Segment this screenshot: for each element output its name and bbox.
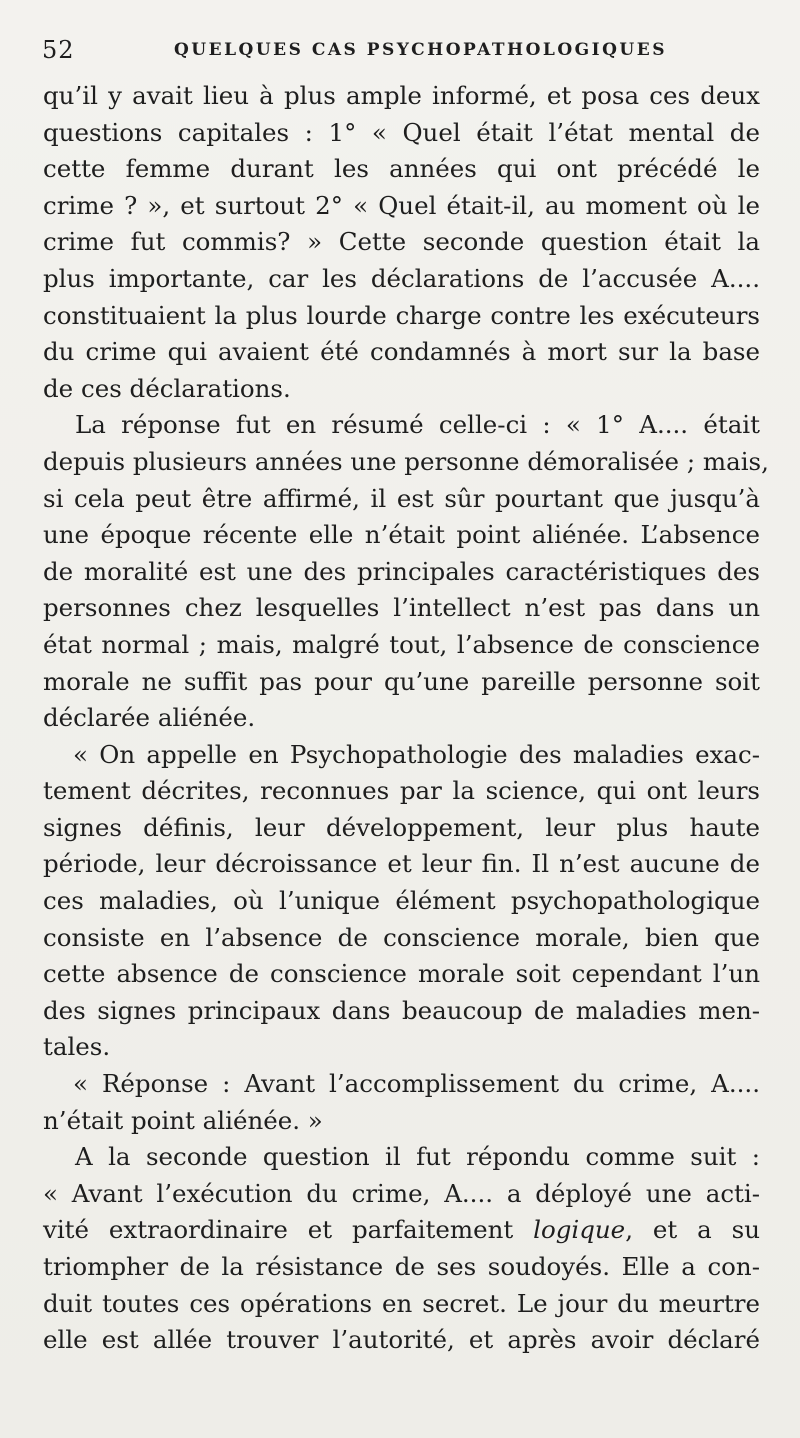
text-line: vité extraordinaire et parfaitement logique, et a su <box>43 1215 760 1245</box>
text-line: n’était point aliénée. » <box>43 1105 323 1135</box>
text-line: A la seconde question il fut répondu comme suit : <box>75 1142 760 1172</box>
page-header <box>42 36 762 76</box>
text-line: état normal ; mais, malgré tout, l’absence de conscience <box>43 629 760 659</box>
text-line: cette femme durant les années qui ont précédé le <box>43 154 760 184</box>
text-line: plus importante, car les déclarations de l’accusée A.... <box>43 263 760 293</box>
text-line: « Avant l’exécution du crime, A.... a déployé une acti- <box>43 1178 760 1208</box>
text-line: du crime qui avaient été condamnés à mort sur la base <box>43 337 760 367</box>
text-line: de ces déclarations. <box>43 373 291 403</box>
text-line: crime ? », et surtout 2° « Quel était-il, au moment où le <box>43 190 760 220</box>
body-text <box>43 78 769 1359</box>
text-line: triompher de la résistance de ses soudoyés. Elle a con- <box>43 1252 760 1281</box>
text-line: La réponse fut en résumé celle-ci : « 1° A.... était <box>75 410 760 440</box>
text-line: « On appelle en Psychopathologie des maladies exac- <box>73 739 760 769</box>
text-line: de moralité est une des principales caractéristiques des <box>43 556 760 586</box>
text-line: elle est allée trouver l’autorité, et après avoir déclaré <box>43 1325 760 1355</box>
text-line: si cela peut être affirmé, il est sûr pourtant que jusqu’à <box>43 483 760 513</box>
text-line: signes définis, leur développement, leur plus haute <box>43 812 760 842</box>
text-line: crime fut commis? » Cette seconde question était la <box>43 227 760 257</box>
text-line: duit toutes ces opérations en secret. Le jour du meurtre <box>43 1288 760 1318</box>
text-line: tales. <box>43 1032 111 1062</box>
text-line: tement décrites, reconnues par la science, qui ont leurs <box>43 776 760 806</box>
text-line: déclarée aliénée. <box>43 703 256 733</box>
text-line: consiste en l’absence de conscience morale, bien que <box>43 922 760 952</box>
text-line: une époque récente elle n’était point aliénée. L’absence <box>43 520 760 550</box>
running-head: QUELQUES CAS PSYCHOPATHOLOGIQUES <box>174 40 667 60</box>
text-line: morale ne suffit pas pour qu’une pareille personne soit <box>43 666 760 696</box>
page-number: 52 <box>42 36 75 64</box>
text-line: des signes principaux dans beaucoup de maladies men- <box>43 995 760 1025</box>
italic-word: logique <box>533 1215 626 1245</box>
text-line: période, leur décroissance et leur fin. Il n’est aucune de <box>43 849 760 879</box>
text-line: constituaient la plus lourde charge contre les exécuteurs <box>43 300 760 330</box>
text-line: depuis plusieurs années une personne démoralisée ; mais, <box>43 446 769 476</box>
text-line: ces maladies, où l’unique élément psychopathologique <box>43 886 760 916</box>
text-line: personnes chez lesquelles l’intellect n’est pas dans un <box>43 593 760 623</box>
text-line: cette absence de conscience morale soit cependant l’un <box>43 959 760 989</box>
text-line: qu’il y avait lieu à plus ample informé, et posa ces deux <box>43 81 760 110</box>
text-line: questions capitales : 1° « Quel était l’état mental de <box>43 117 760 147</box>
text-line: « Réponse : Avant l’accomplissement du crime, A.... <box>73 1069 760 1099</box>
